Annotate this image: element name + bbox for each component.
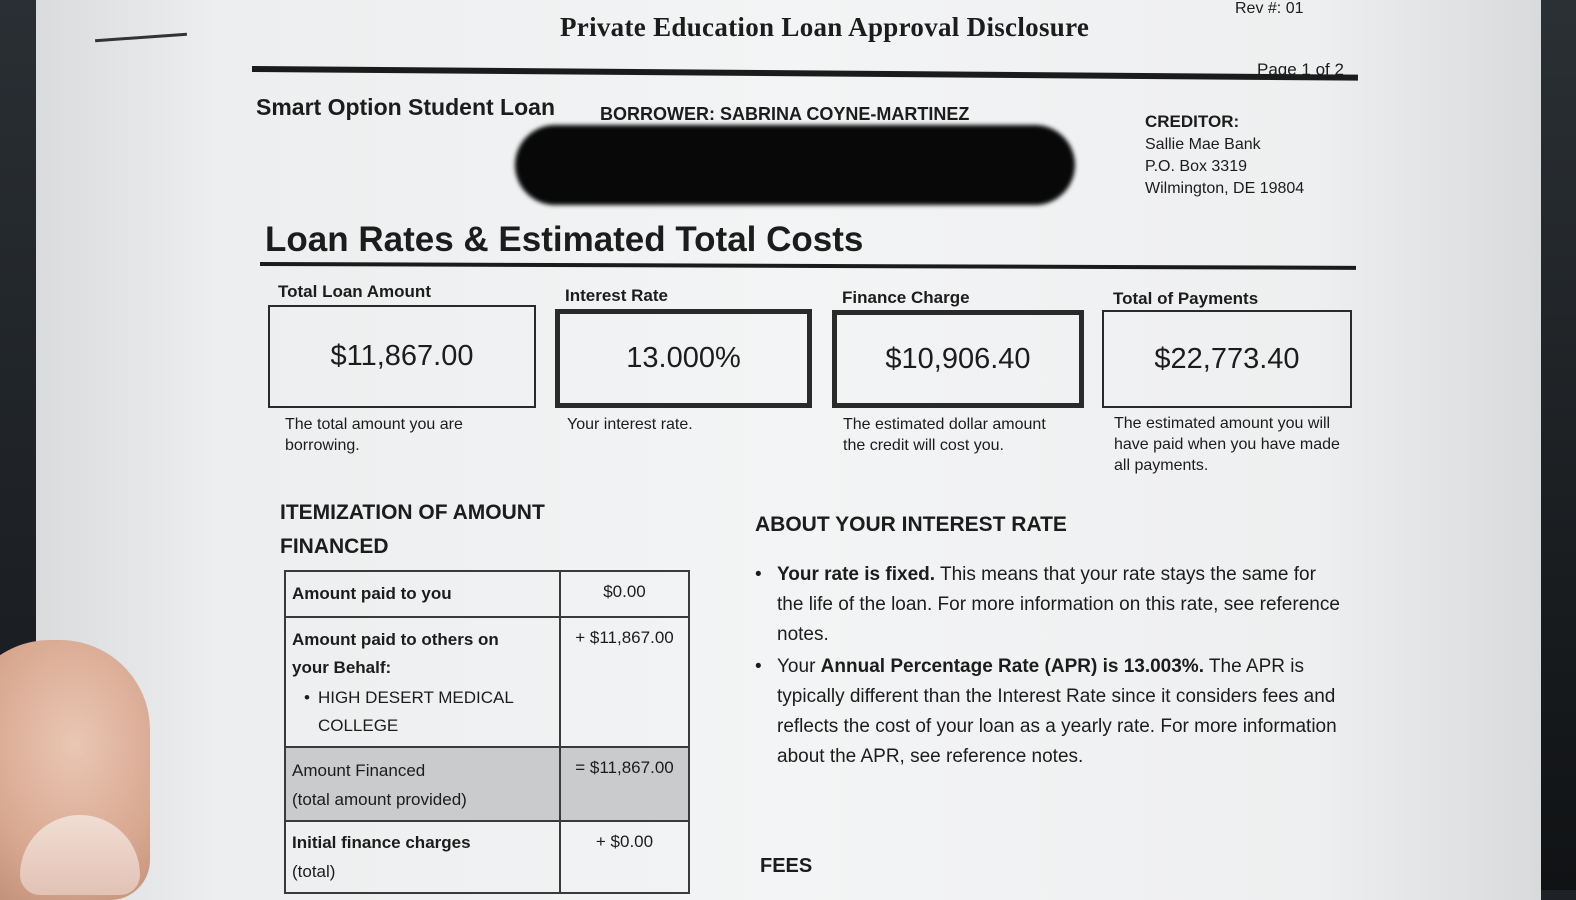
apr-text: The APR is typically different than the Interest Rate since it considers fees and reflects the cost of your loan as a yearly rate. For more information about the APR, see reference notes.	[777, 656, 1337, 767]
about-interest-rate-bullets	[755, 560, 1345, 774]
loan-product-name: Smart Option Student Loan	[256, 94, 555, 120]
initial-finance-charges-value: + $0.00	[560, 821, 689, 893]
page-number: Page 1 of 2	[1257, 60, 1344, 79]
amount-paid-to-you-label: Amount paid to you	[285, 571, 560, 617]
initial-finance-charges-sub: (total)	[292, 862, 336, 881]
creditor-name: Sallie Mae Bank	[1145, 136, 1261, 153]
table-row	[285, 571, 689, 617]
apr-bold: Annual Percentage Rate (APR) is 13.003%.	[820, 656, 1204, 677]
revision-number: Rev #: 01	[1235, 0, 1304, 17]
amount-financed-sub: (total amount provided)	[292, 790, 467, 809]
itemization-title-line1: ITEMIZATION OF AMOUNT	[280, 501, 545, 524]
school-name: HIGH DESERT MEDICAL COLLEGE	[317, 688, 514, 735]
total-loan-amount-desc: The total amount you are borrowing.	[285, 416, 463, 454]
fixed-rate-bold: Your rate is fixed.	[777, 564, 936, 585]
finance-charge-value: $10,906.40	[885, 342, 1031, 375]
total-loan-amount-box	[268, 305, 536, 408]
creditor-city: Wilmington, DE 19804	[1145, 180, 1305, 197]
finance-charge-label: Finance Charge	[842, 288, 970, 307]
interest-rate-box	[555, 309, 812, 408]
school-bullet: • HIGH DESERT MEDICAL COLLEGE	[292, 684, 553, 740]
itemization-table	[284, 570, 690, 894]
initial-finance-charges-label: Initial finance charges	[292, 833, 471, 852]
total-of-payments-box	[1102, 310, 1352, 408]
table-row	[285, 821, 689, 893]
interest-rate-value: 13.000%	[626, 342, 741, 374]
interest-rate-label: Interest Rate	[565, 286, 668, 305]
total-loan-amount-value: $11,867.00	[330, 340, 474, 372]
total-of-payments-desc: The estimated amount you will have paid when you have made all payments.	[1114, 415, 1340, 474]
document-title: Private Education Loan Approval Disclosure	[560, 12, 1090, 42]
about-interest-rate-title: ABOUT YOUR INTEREST RATE	[755, 513, 1067, 536]
fixed-rate-text: This means that your rate stays the same for the life of the loan. For more information on this rate, see reference notes.	[777, 564, 1340, 645]
table-row	[285, 747, 689, 821]
borrower-name: BORROWER: SABRINA COYNE-MARTINEZ	[600, 104, 970, 124]
redaction-mark	[515, 125, 1075, 205]
amount-paid-to-others-cell	[285, 617, 560, 747]
total-of-payments-label: Total of Payments	[1113, 289, 1259, 308]
amount-paid-to-you-value: $0.00	[560, 571, 689, 617]
amount-paid-to-others-value: + $11,867.00	[560, 617, 689, 747]
table-row	[285, 617, 689, 747]
fees-title: FEES	[760, 855, 813, 877]
interest-rate-desc: Your interest rate.	[567, 416, 693, 433]
apr-prefix: Your	[777, 656, 821, 677]
amount-paid-to-others-label: Amount paid to others on your Behalf:	[292, 630, 499, 677]
initial-finance-charges-cell	[285, 821, 560, 893]
amount-financed-label: Amount Financed	[292, 761, 426, 780]
creditor-label: CREDITOR:	[1145, 112, 1240, 131]
total-of-payments-value: $22,773.40	[1154, 342, 1300, 375]
creditor-po-box: P.O. Box 3319	[1145, 158, 1247, 175]
bullet-fixed-rate: • Your rate is fixed. This means that your rate stays the same for the life of the loan. For more information on this rate, see reference notes.	[755, 564, 1340, 645]
finance-charge-desc: The estimated dollar amount the credit will cost you.	[843, 416, 1046, 454]
itemization-title	[280, 496, 545, 564]
amount-financed-value: = $11,867.00	[560, 747, 689, 821]
total-loan-amount-label: Total Loan Amount	[278, 282, 431, 301]
amount-financed-cell	[285, 747, 560, 821]
bullet-apr: • Your Annual Percentage Rate (APR) is 13.003%. The APR is typically different than the Interest Rate since it considers fees and reflects the cost of your loan as a yearly rate. For more information about the APR, see reference notes.	[755, 656, 1337, 767]
itemization-title-line2: FINANCED	[280, 535, 389, 558]
section-title: Loan Rates & Estimated Total Costs	[265, 220, 864, 259]
finance-charge-box	[832, 310, 1084, 408]
